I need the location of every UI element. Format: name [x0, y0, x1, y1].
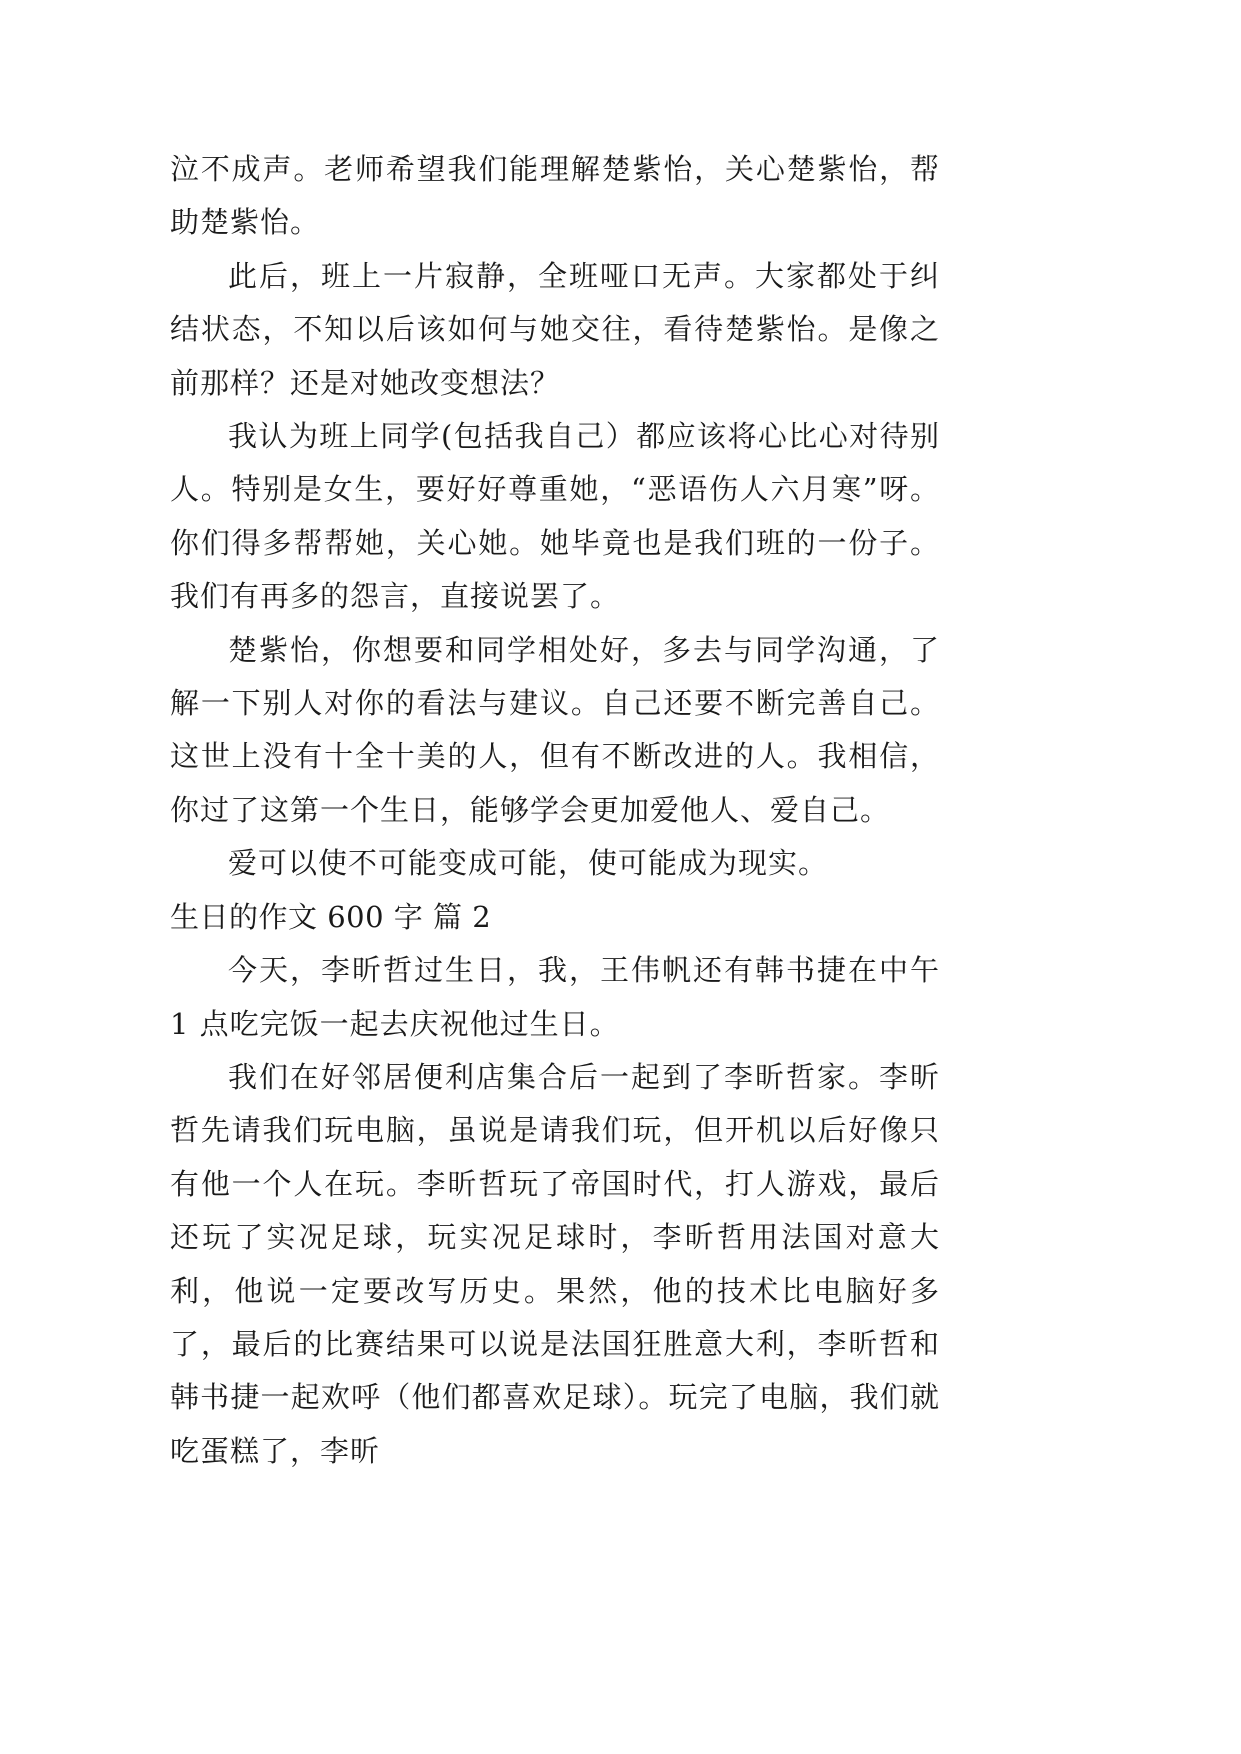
paragraph: 今天，李昕哲过生日，我，王伟帆还有韩书捷在中午 1 点吃完饭一起去庆祝他过生日。	[170, 953, 940, 1041]
document-body	[170, 143, 940, 1478]
paragraph: 我们在好邻居便利店集合后一起到了李昕哲家。李昕哲先请我们玩电脑，虽说是请我们玩，但开机以后好像只有他一个人在玩。李昕哲玩了帝国时代，打人游戏，最后还玩了实况足球，玩实况足球时，李昕哲用法国对意大利，他说一定要改写历史。果然，他的技术比电脑好多了，最后的比赛结果可以说是法国狂胜意大利，李昕哲和韩书捷一起欢呼（他们都喜欢足球）。玩完了电脑，我们就吃蛋糕了，李昕	[170, 1059, 940, 1468]
section-heading: 生日的作文 600 字 篇 2	[170, 899, 492, 934]
paragraph: 我认为班上同学(包括我自己）都应该将心比心对待别人。特别是女生，要好好尊重她，“恶语伤人六月寒”呀。你们得多帮帮她，关心她。她毕竟也是我们班的一份子。我们有再多的怨言，直接说罢了。	[170, 419, 940, 614]
paragraph-continuation: 泣不成声。老师希望我们能理解楚紫怡，关心楚紫怡，帮助楚紫怡。	[170, 152, 940, 240]
paragraph: 此后，班上一片寂静，全班哑口无声。大家都处于纠结状态，不知以后该如何与她交往，看待楚紫怡。是像之前那样？还是对她改变想法？	[170, 258, 940, 400]
paragraph: 爱可以使不可能变成可能，使可能成为现实。	[228, 846, 829, 881]
paragraph: 楚紫怡，你想要和同学相处好，多去与同学沟通，了解一下别人对你的看法与建议。自己还要不断完善自己。这世上没有十全十美的人，但有不断改进的人。我相信，你过了这第一个生日，能够学会更加爱他人、爱自己。	[170, 632, 940, 827]
